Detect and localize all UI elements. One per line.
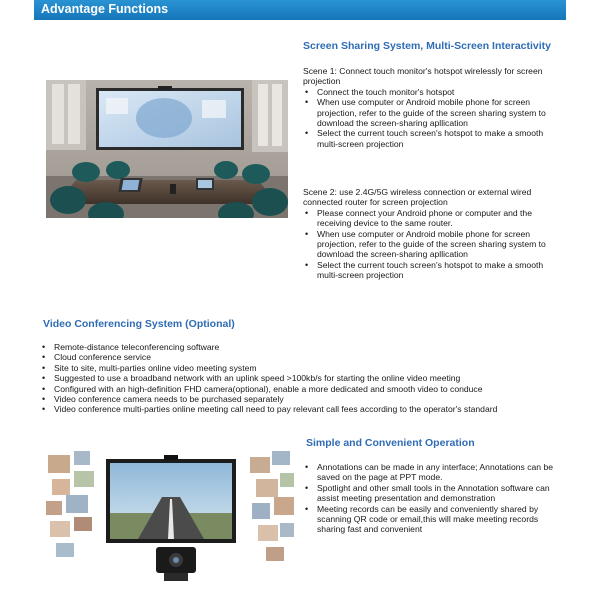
scene2-intro: Scene 2: use 2.4G/5G wireless connection or external wired connected router for screen projection [303,187,532,208]
list-item: • Spotlight and other small tools in the Annotation software can assist meeting presentation and demonstration [303,483,565,504]
header-bar [34,0,566,20]
list-item: • Select the current touch screen's hotspot to make a smooth multi-screen projection [303,128,565,149]
list-item: • Video conference multi-parties online meeting call need to pay relevant call fees according to the operator's standard [40,404,560,414]
list-item: • Configured with an high-definition FHD camera(optional), enable a more dedicated and smooth video to conduce [40,384,560,394]
list-item: • When use computer or Android mobile phone for screen projection, refer to the guide of the screen sharing system to download the screen-sharing apllication [303,229,565,260]
header-title: Advantage Functions [41,2,169,16]
video-conferencing-list [40,342,560,415]
list-item: • Suggested to use a broadband network with an uplink speed >100kb/s for starting the online video meeting [40,373,560,383]
video-conference-photo [44,447,296,587]
list-item: • When use computer or Android mobile phone for screen projection, refer to the guide of the screen sharing system to download the screen-sharing apllication [303,97,565,128]
scene1-intro: Scene 1: Connect touch monitor's hotspot wirelessly for screen projection [303,66,543,87]
video-conferencing-title: Video Conferencing System (Optional) [43,318,235,330]
list-item: • Video conference camera needs to be purchased separately [40,394,560,404]
scene1-block [303,66,565,149]
screen-sharing-title: Screen Sharing System, Multi-Screen Interactivity [303,40,552,52]
scene2-block [303,187,565,281]
list-item: • Meeting records can be easily and conveniently shared by scanning QR code or email,this will make meeting records sharing fast and convenient [303,504,565,535]
simple-operation-block [303,462,565,535]
list-item: • Connect the touch monitor's hotspot [303,87,565,97]
list-item: • Select the current touch screen's hotspot to make a smooth multi-screen projection [303,260,565,281]
simple-operation-list [303,462,565,535]
list-item: • Please connect your Android phone or computer and the receiving device to the same router. [303,208,565,229]
video-conferencing-block [40,342,560,415]
scene1-list [303,87,565,149]
list-item: • Cloud conference service [40,352,560,362]
scene2-list [303,208,565,281]
list-item: • Site to site, multi-parties online video meeting system [40,363,560,373]
list-item: • Annotations can be made in any interface; Annotations can be saved on the page at PPT mode. [303,462,565,483]
list-item: • Remote-distance teleconferencing software [40,342,560,352]
simple-operation-title: Simple and Convenient Operation [306,437,475,449]
meeting-room-photo [46,80,288,218]
